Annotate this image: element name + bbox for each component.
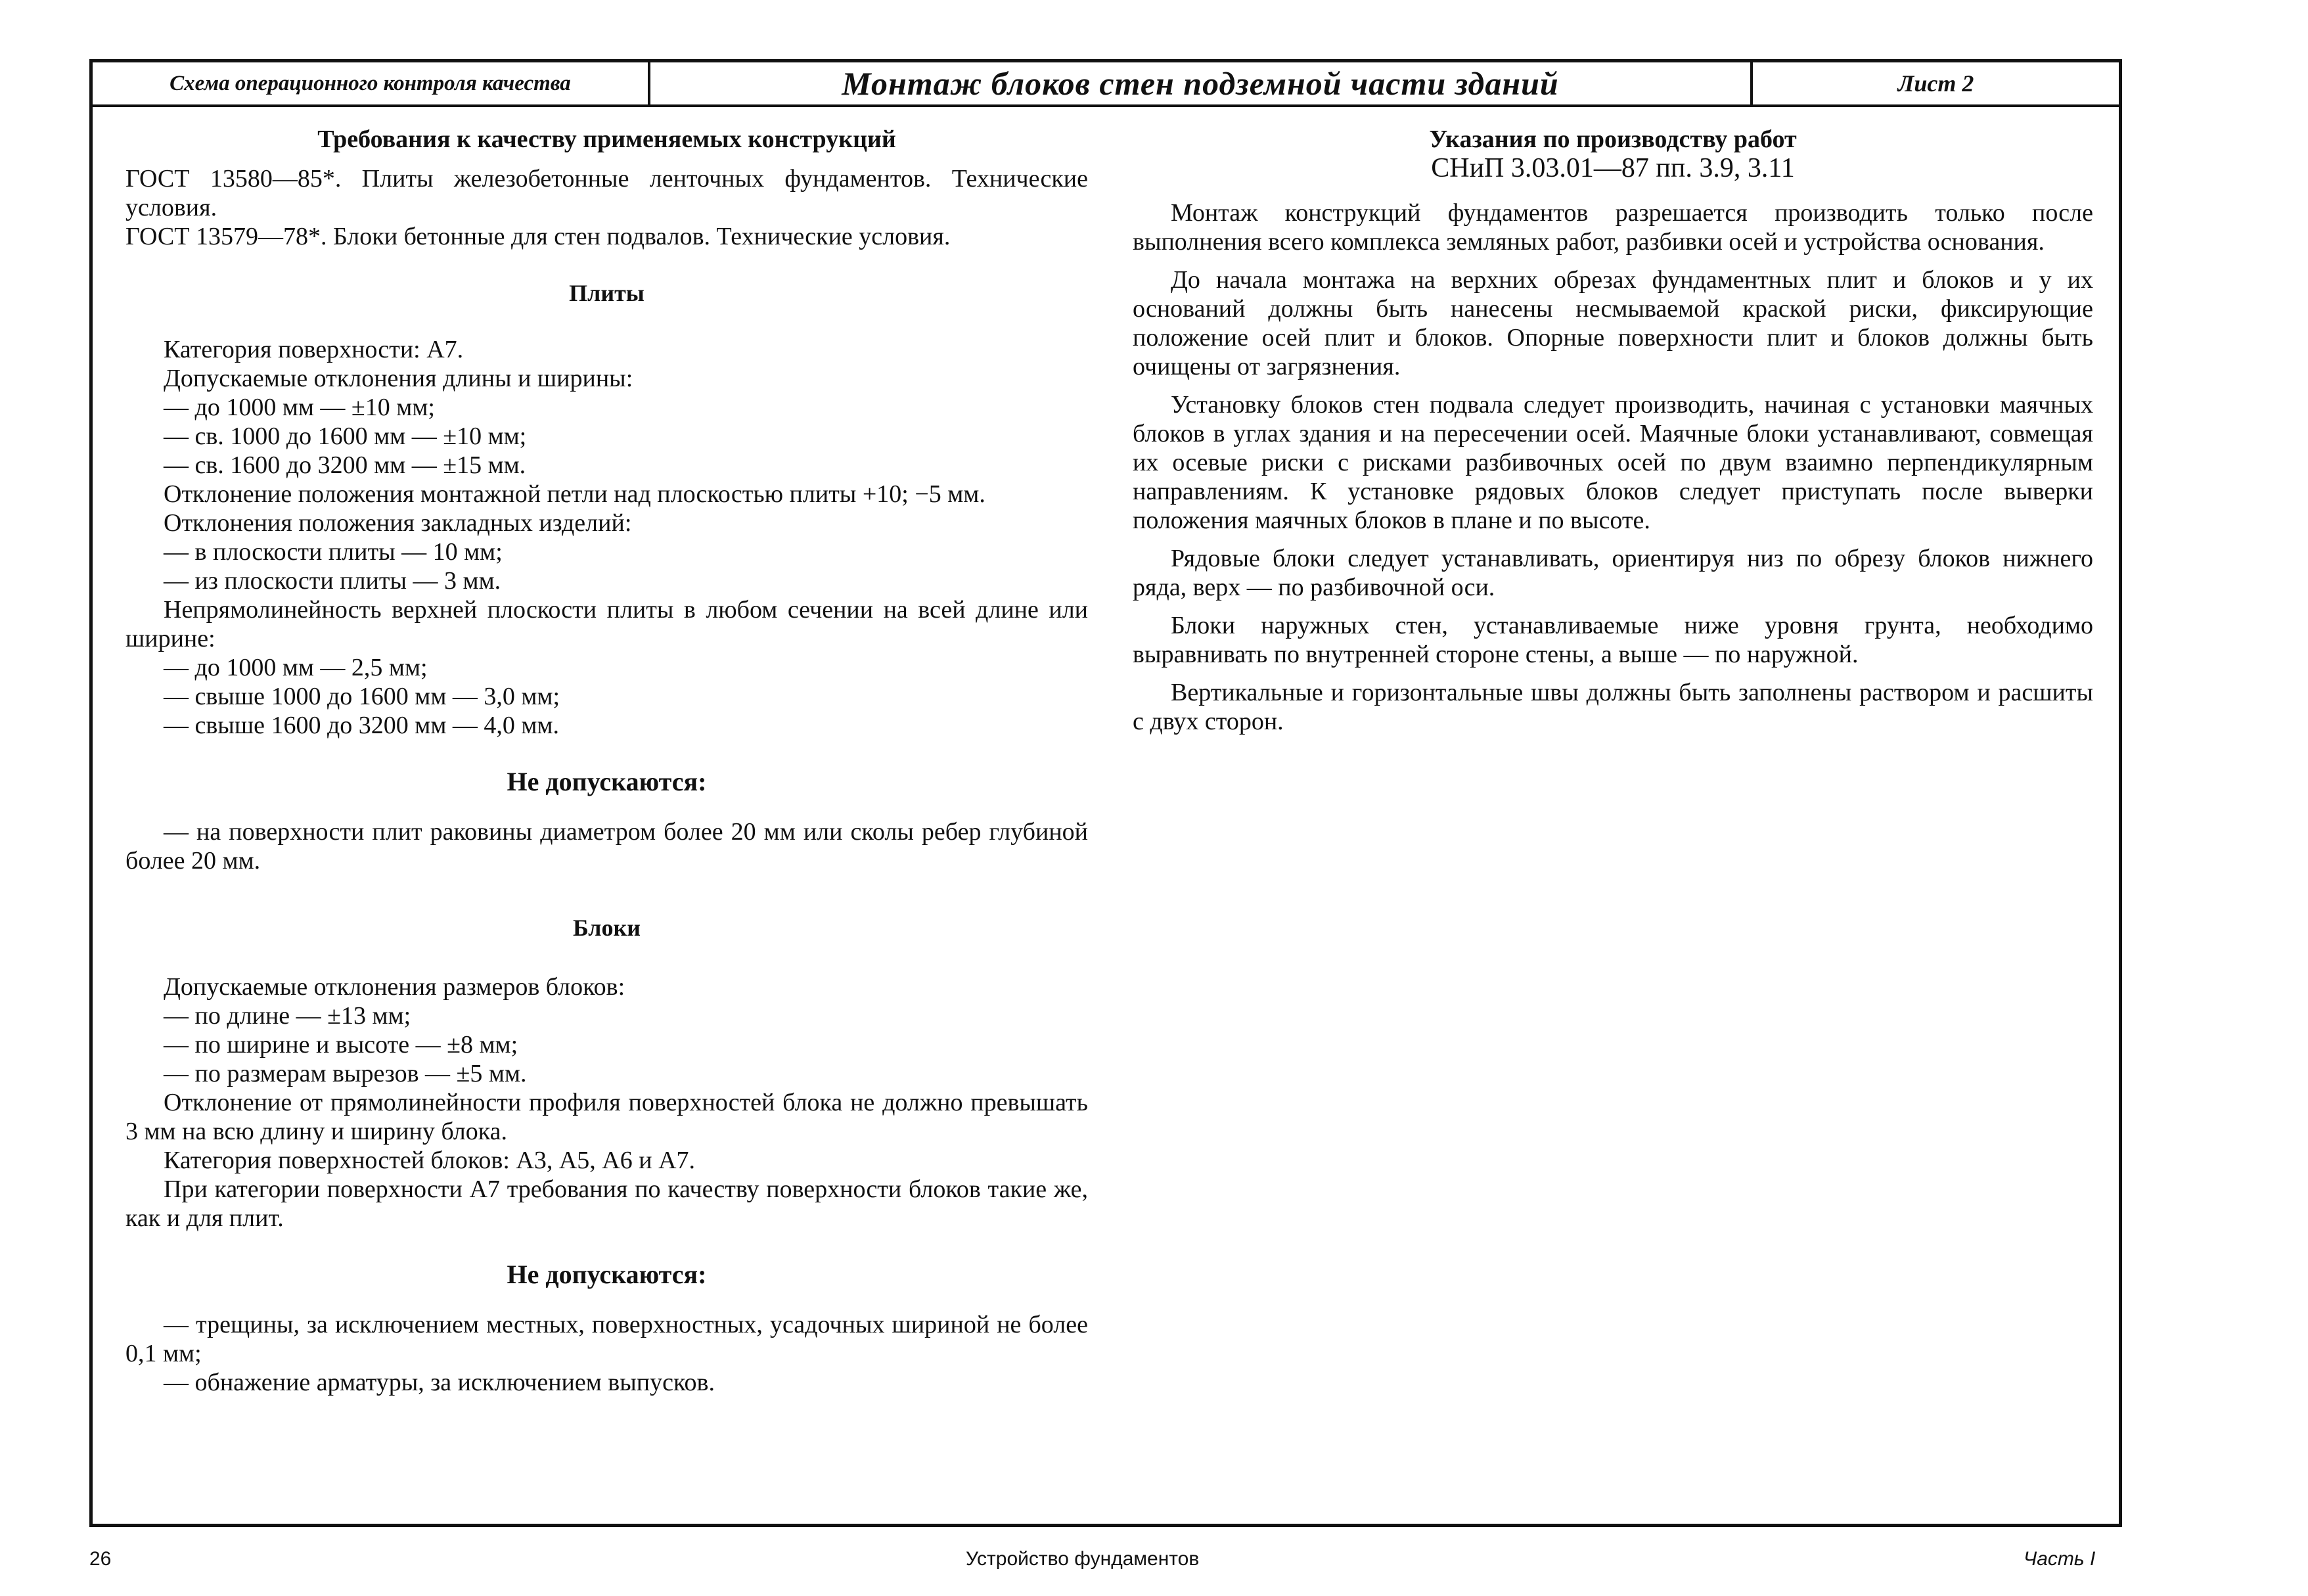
list-item: Отклонения положения закладных изделий: [164,509,632,537]
not-allowed-cracks: — трещины, за исключением местных, поверхностных, усадочных шириной не более 0,1 мм; [125,1311,1088,1367]
document-title: Монтаж блоков стен подземной части зданий [650,62,1753,104]
not-allowed-heading-blocks: Не допускаются: [507,1260,707,1289]
section-heading-quality: Требования к качеству применяемых конструкций [317,125,896,153]
instruction-paragraph: Рядовые блоки следует устанавливать, ориентируя низ по обрезу блоков нижнего ряда, верх — по разбивочной оси. [1133,545,2093,601]
list-item: — св. 1000 до 1600 мм — ±10 мм; [164,422,527,450]
plates-list [125,335,1088,740]
section-heading-plates: Плиты [569,280,645,306]
surface-categories: Категория поверхностей блоков: А3, А5, А6 и А7. [164,1147,696,1174]
instruction-paragraph: Установку блоков стен подвала следует производить, начиная с установки маячных блоков в углах здания и на пересечении осей. Маячные блоки устанавливают, совмещая их осевые риски с рисками разбивочных осей по двум взаимно перпендикулярным направлениям. К установке рядовых блоков следует приступать после выверки положения маячных блоков в плане и по высоте. [1133,391,2093,534]
list-item: — до 1000 мм — 2,5 мм; [164,654,428,681]
list-item: — по размерам вырезов — ±5 мм. [164,1060,527,1087]
profile-deviation: Отклонение от прямолинейности профиля поверхностей блока не должно превышать 3 мм на всю длину и ширину блока. [125,1089,1088,1145]
straightness-text: Непрямолинейность верхней плоскости плиты в любом сечении на всей длине или ширине: [125,596,1088,652]
instruction-paragraph: Блоки наружных стен, устанавливаемые ниже уровня грунта, необходимо выравнивать по внутренней стороне стены, а выше — по наружной. [1133,612,2093,668]
loop-deviation: Отклонение положения монтажной петли над плоскостью плиты +10; −5 мм. [164,480,985,508]
footer-section-title: Устройство фундаментов [966,1548,1200,1570]
left-column [125,125,1088,1397]
right-column [1133,125,2093,736]
section-heading-instructions: Указания по производству работ [1429,125,1797,153]
gost-plates: ГОСТ 13580—85*. Плиты железобетонные ленточных фундаментов. Технические условия. [125,165,1088,221]
instruction-paragraph: До начала монтажа на верхних обрезах фундаментных плит и блоков и у их оснований должны быть нанесены несмываемой краской риски, фиксирующие положение осей плит и блоков. Опорные поверхности плит и блоков должны быть очищены от загрязнения. [1133,266,2093,380]
instruction-paragraph: Монтаж конструкций фундаментов разрешается производить только после выполнения всего комплекса земляных работ, разбивки осей и устройства основания. [1133,199,2093,256]
list-item: Допускаемые отклонения длины и ширины: [164,365,633,392]
list-item: — из плоскости плиты — 3 мм. [164,567,501,595]
not-allowed-plates: — на поверхности плит раковины диаметром более 20 мм или сколы ребер глубиной более 20 мм. [125,818,1088,875]
blocks-list [125,972,1088,1233]
gost-blocks: ГОСТ 13579—78*. Блоки бетонные для стен подвалов. Технические условия. [125,223,951,250]
page-number: 26 [89,1548,112,1570]
list-item: Категория поверхности: А7. [164,336,464,363]
snip-reference: СНиП 3.03.01—87 пп. 3.9, 3.11 [1431,153,1795,183]
list-item: — свыше 1000 до 1600 мм — 3,0 мм; [164,683,560,710]
not-allowed-rebar: — обнажение арматуры, за исключением выпусков. [164,1369,715,1396]
sheet-number: Лист 2 [1897,70,1974,97]
list-item: — св. 1600 до 3200 мм — ±15 мм. [164,451,526,479]
list-item: — свыше 1600 до 3200 мм — 4,0 мм. [164,712,559,739]
instruction-paragraph: Вертикальные и горизонтальные швы должны быть заполнены раствором и расшиты с двух сторон. [1133,679,2093,735]
list-item: — в плоскости плиты — 10 мм; [164,538,503,566]
not-allowed-heading-plates: Не допускаются: [507,767,707,796]
list-item: Допускаемые отклонения размеров блоков: [164,973,625,1001]
section-heading-blocks: Блоки [572,915,641,941]
footer-part: Часть I [2024,1548,2096,1570]
scheme-label: Схема операционного контроля качества [93,62,650,104]
list-item: — по ширине и высоте — ±8 мм; [164,1031,518,1059]
a7-requirement: При категории поверхности А7 требования по качеству поверхности блоков такие же, как и для плит. [125,1175,1088,1232]
list-item: — по длине — ±13 мм; [164,1002,411,1030]
title-block [93,62,2119,107]
list-item: — до 1000 мм — ±10 мм; [164,394,435,421]
document-frame [89,59,2122,1527]
